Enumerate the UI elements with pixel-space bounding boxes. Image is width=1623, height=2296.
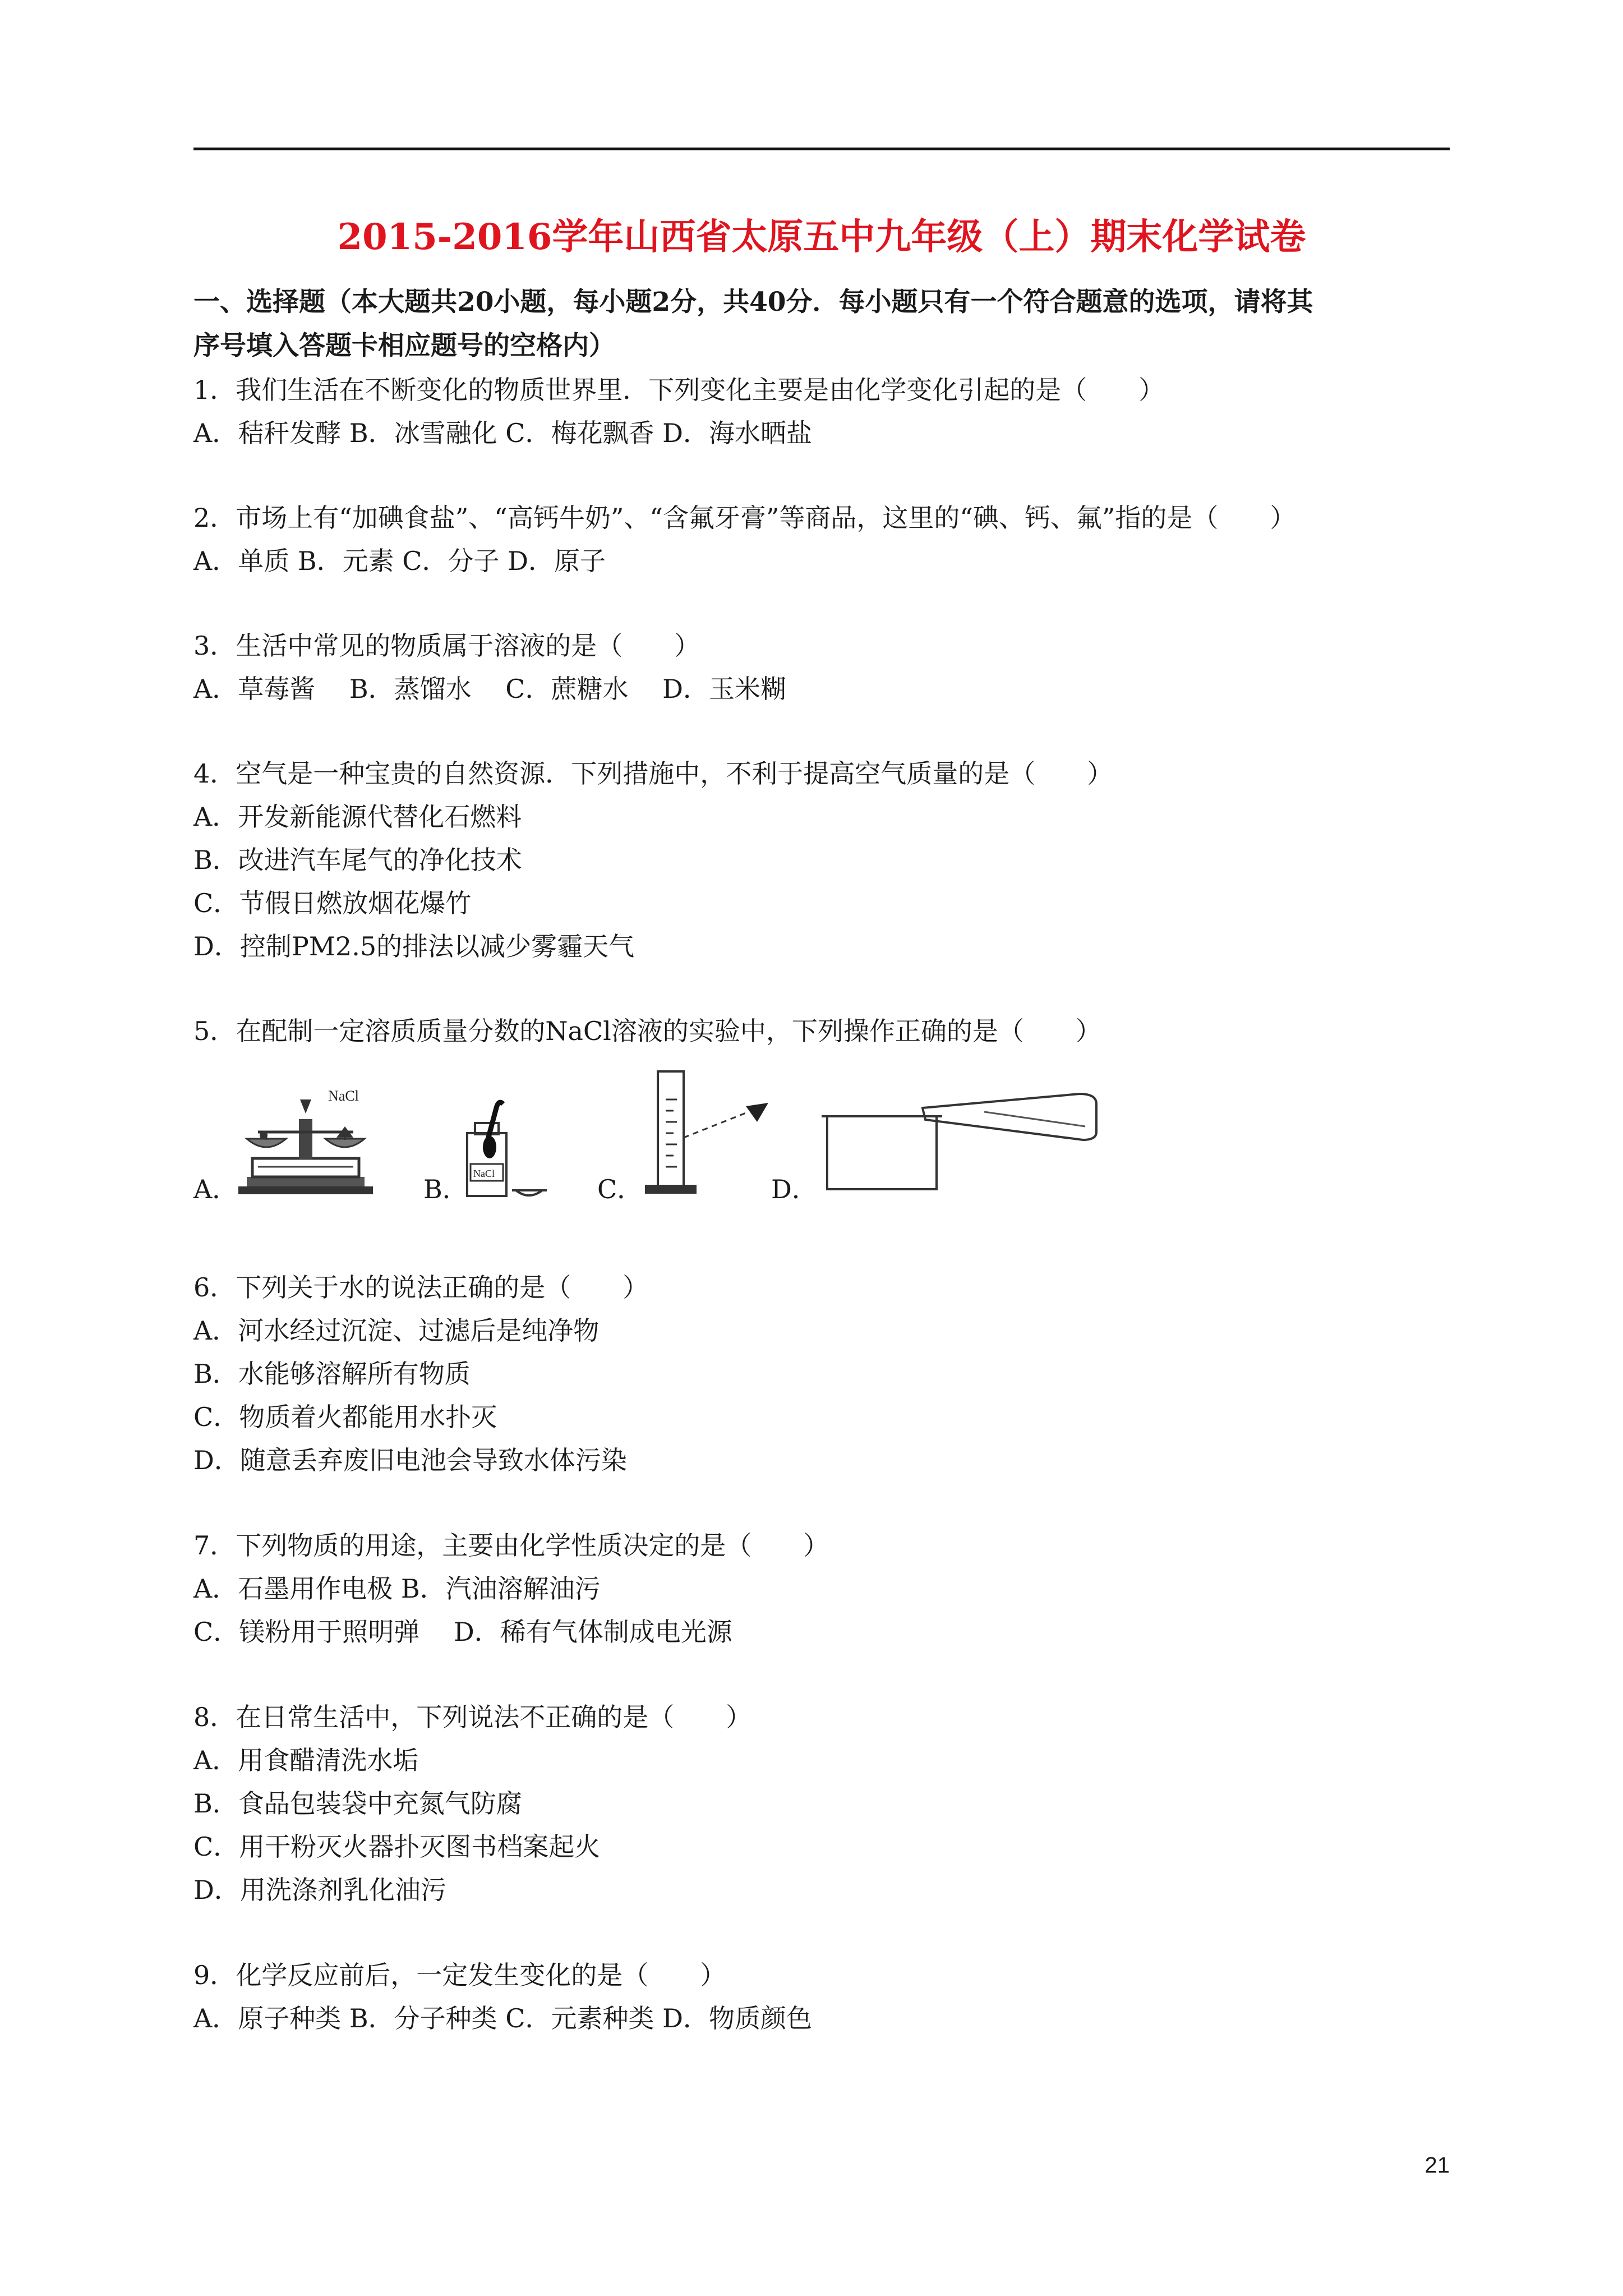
question-option: A．用食醋清洗水垢 [193, 1745, 419, 1775]
question-9 [193, 1954, 1450, 2040]
question-4 [193, 752, 1450, 968]
question-5-figures [193, 1066, 1203, 1212]
question-3 [193, 624, 1450, 711]
question-option: C．镁粉用于照明弹 D．稀有气体制成电光源 [193, 1617, 732, 1647]
question-option: D．随意丢弃废旧电池会导致水体污染 [193, 1445, 627, 1475]
question-option: C．节假日燃放烟花爆竹 [193, 888, 472, 918]
question-option: A．草莓酱 B．蒸馏水 C．蔗糖水 D．玉米糊 [193, 674, 786, 704]
question-option: C．用干粉灭火器扑灭图书档案起火 [193, 1832, 601, 1862]
question-stem: 9．化学反应前后，一定发生变化的是（ ） [193, 1960, 726, 1990]
question-8 [193, 1696, 1450, 1912]
balance-nacl-label: NaCl [328, 1088, 359, 1104]
figure-label-a: A． [193, 1174, 238, 1204]
question-option: D．用洗涤剂乳化油污 [193, 1875, 446, 1905]
section-heading-line-2: 序号填入答题卡相应题号的空格内） [193, 330, 615, 361]
question-option: A．原子种类 B．分子种类 C．元素种类 D．物质颜色 [193, 2003, 812, 2033]
question-option: B．改进汽车尾气的净化技术 [193, 845, 522, 875]
beaker-figure [816, 1077, 1108, 1200]
question-stem: 6．下列关于水的说法正确的是（ ） [193, 1272, 649, 1303]
question-stem: 3．生活中常见的物质属于溶液的是（ ） [193, 631, 700, 661]
balance-scale-figure [233, 1066, 379, 1200]
reagent-bottle-figure [463, 1088, 558, 1200]
question-option: A．河水经过沉淀、过滤后是纯净物 [193, 1315, 600, 1346]
section-heading [193, 280, 1450, 368]
figure-label-c: C． [597, 1174, 643, 1204]
question-2 [193, 496, 1450, 583]
question-stem: 2．市场上有“加碘食盐”、“高钙牛奶”、“含氟牙膏”等商品，这里的“碘、钙、氟”指的是（ ） [193, 503, 1296, 533]
question-6 [193, 1266, 1450, 1482]
question-option: B．水能够溶解所有物质 [193, 1359, 471, 1389]
question-option: B．食品包装袋中充氮气防腐 [193, 1788, 522, 1819]
question-stem: 8．在日常生活中，下列说法不正确的是（ ） [193, 1702, 752, 1732]
question-5 [193, 1010, 1450, 1053]
question-option: A．单质 B．元素 C．分子 D．原子 [193, 546, 606, 576]
question-option: C．物质着火都能用水扑灭 [193, 1402, 497, 1432]
exam-title: 2015-2016学年山西省太原五中九年级（上）期末化学试卷 [337, 216, 1306, 258]
page-number: 21 [1424, 2153, 1450, 2178]
section-heading-line-1: 一、选择题（本大题共20小题，每小题2分，共40分．每小题只有一个符合题意的选项，请将其 [193, 287, 1313, 318]
question-stem: 1．我们生活在不断变化的物质世界里．下列变化主要是由化学变化引起的是（ ） [193, 375, 1165, 405]
header-rule [193, 148, 1450, 150]
question-1 [193, 369, 1450, 455]
question-stem: 4．空气是一种宝贵的自然资源．下列措施中，不利于提高空气质量的是（ ） [193, 758, 1113, 789]
question-stem: 5．在配制一定溶质质量分数的NaCl溶液的实验中，下列操作正确的是（ ） [193, 1016, 1101, 1046]
question-option: D．控制PM2.5的排法以减少雾霾天气 [193, 931, 635, 961]
bottle-nacl-label: NaCl [473, 1168, 495, 1179]
graduated-cylinder-figure [637, 1066, 782, 1200]
figure-label-b: B． [423, 1174, 468, 1204]
question-option: A．秸秆发酵 B．冰雪融化 C．梅花飘香 D．海水晒盐 [193, 418, 812, 448]
question-option: A．石墨用作电极 B．汽油溶解油污 [193, 1573, 601, 1604]
question-7 [193, 1524, 1450, 1654]
question-option: A．开发新能源代替化石燃料 [193, 802, 522, 832]
question-stem: 7．下列物质的用途，主要由化学性质决定的是（ ） [193, 1530, 829, 1561]
figure-label-d: D． [771, 1174, 818, 1204]
